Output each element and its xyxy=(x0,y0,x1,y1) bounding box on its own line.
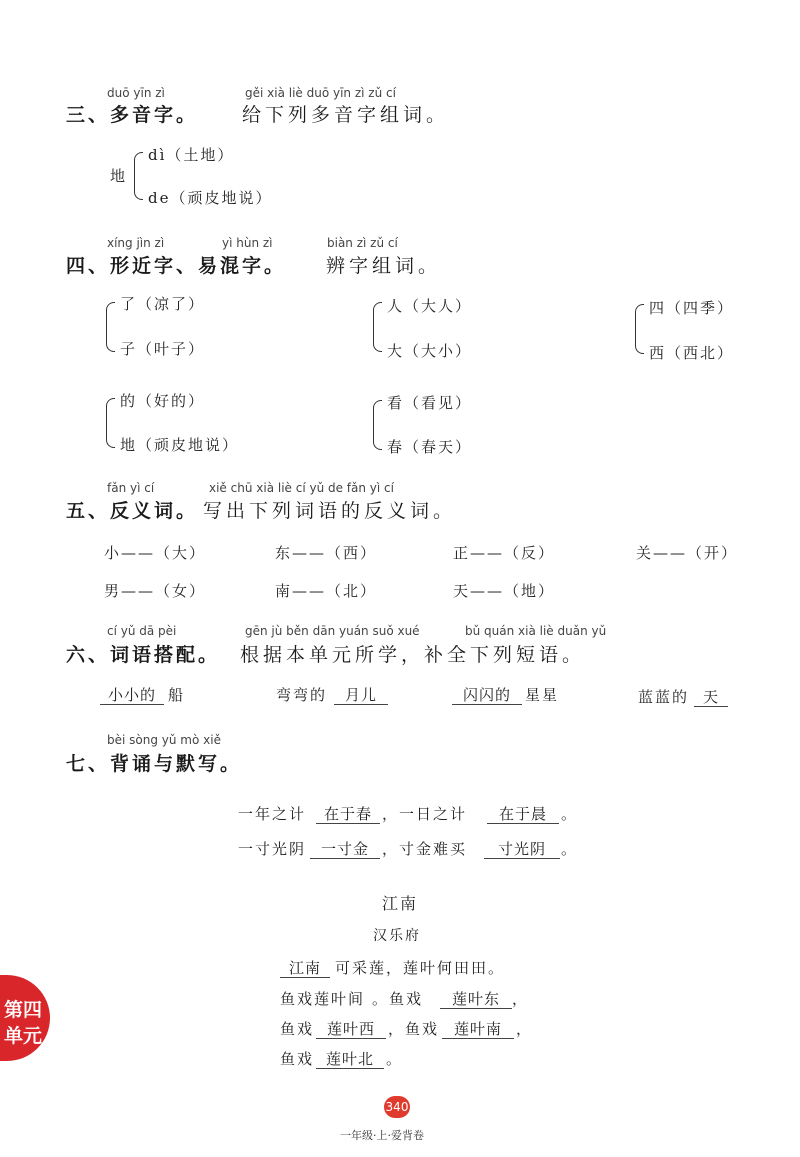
unit-side-tab xyxy=(0,975,50,1061)
s6-pre-2: 弯弯的 xyxy=(276,686,328,704)
poem-p1-rest: 可采莲，莲叶何田田。 xyxy=(335,959,506,977)
s5-title: 五、反义词。 xyxy=(66,500,199,522)
s5-pair-4: 关——（开） xyxy=(636,544,739,562)
s5-pair-6: 南——（北） xyxy=(275,582,378,600)
s6-pinyin-c: bǔ quán xià liè duǎn yǔ xyxy=(465,624,607,638)
s3-title: 三、多音字。 xyxy=(66,104,199,126)
footer-text: 一年级·上·爱背卷 xyxy=(340,1129,424,1142)
s7-line2-c: ，寸金难买 xyxy=(382,840,468,858)
s4-instruction: 辨字组词。 xyxy=(326,255,442,277)
s7-line2-a: 一寸光阴 xyxy=(238,840,307,858)
s4-group3-item2: 西（西北） xyxy=(649,344,735,362)
s3-item-2: de（顽皮地说） xyxy=(148,189,273,207)
brace-icon xyxy=(373,302,382,352)
s3-char: 地 xyxy=(110,167,128,185)
s6-blank-1: 小小的 xyxy=(100,684,164,705)
s5-pair-3: 正——（反） xyxy=(453,544,556,562)
s5-pair-2: 东——（西） xyxy=(275,544,378,562)
s4-group1-item2: 子（叶子） xyxy=(120,340,206,358)
s4-group1-item1: 了（凉了） xyxy=(120,295,206,313)
s5-pair-5: 男——（女） xyxy=(104,582,207,600)
s6-blank-2: 月儿 xyxy=(334,684,388,705)
brace-icon xyxy=(373,400,382,450)
s5-instruction: 写出下列词语的反义词。 xyxy=(203,500,457,522)
poem-p2-a: 鱼戏莲叶间 xyxy=(280,990,366,1008)
s7-line2-e: 。 xyxy=(561,840,579,858)
s6-pinyin-b: gēn jù běn dān yuán suǒ xué xyxy=(245,624,420,638)
poem-p2-sep: 。鱼戏 xyxy=(372,990,424,1008)
s6-instruction: 根据本单元所学，补全下列短语。 xyxy=(240,644,586,666)
s5-pinyin-title: fǎn yì cí xyxy=(107,481,155,495)
brace-icon xyxy=(106,398,115,448)
s7-pinyin-title: bèi sòng yǔ mò xiě xyxy=(107,733,221,747)
unit-tab-line1: 第四 xyxy=(4,999,43,1021)
s7-line1-e: 。 xyxy=(561,805,579,823)
poem-p3-sep: ，鱼戏 xyxy=(388,1020,440,1038)
s4-pinyin-a: xíng jìn zì xyxy=(107,236,165,250)
brace-icon xyxy=(635,304,644,354)
s7-line1-a: 一年之计 xyxy=(238,805,307,823)
poem-p3-end: ， xyxy=(516,1020,534,1038)
s3-item-1: dì（土地） xyxy=(148,146,235,164)
s6-post-1: 船 xyxy=(168,686,186,704)
poem-p4-end: 。 xyxy=(386,1050,404,1068)
poem-title: 江南 xyxy=(382,894,419,913)
s6-blank-3: 闪闪的 xyxy=(452,684,522,705)
poem-p3-a: 鱼戏 xyxy=(280,1020,315,1038)
s4-group2-item1: 人（大人） xyxy=(387,297,473,315)
s7-line2-blank-2: 寸光阴 xyxy=(484,838,560,859)
s7-line1-blank-2: 在于晨 xyxy=(487,803,559,824)
page-number: 340 xyxy=(384,1096,410,1118)
poem-author: 汉乐府 xyxy=(373,928,421,944)
s6-blank-4: 天 xyxy=(694,686,728,707)
s7-line1-c: ，一日之计 xyxy=(382,805,468,823)
s7-title: 七、背诵与默写。 xyxy=(66,753,243,775)
poem-p4-a: 鱼戏 xyxy=(280,1050,315,1068)
s3-instruction: 给下列多音字组词。 xyxy=(242,104,450,126)
poem-p2-blank: 莲叶东 xyxy=(440,988,512,1009)
s4-group4-item2: 地（顽皮地说） xyxy=(120,436,240,454)
poem-p4-blank: 莲叶北 xyxy=(316,1048,384,1069)
s4-pinyin-c: biàn zì zǔ cí xyxy=(327,236,398,250)
s6-post-3: 星星 xyxy=(525,686,560,704)
s4-group5-item1: 看（看见） xyxy=(387,394,473,412)
s4-title: 四、形近字、易混字。 xyxy=(66,255,287,277)
s7-line1-blank-1: 在于春 xyxy=(316,803,380,824)
s5-pair-1: 小——（大） xyxy=(104,544,207,562)
s6-title: 六、词语搭配。 xyxy=(66,644,221,666)
s7-line2-blank-1: 一寸金 xyxy=(310,838,380,859)
s5-pinyin-instruction: xiě chū xià liè cí yǔ de fǎn yì cí xyxy=(209,481,394,495)
poem-p3-blank-2: 莲叶南 xyxy=(442,1018,514,1039)
brace-icon xyxy=(106,302,115,352)
s6-pre-4: 蓝蓝的 xyxy=(638,688,690,706)
s4-group4-item1: 的（好的） xyxy=(120,392,206,410)
s4-group2-item2: 大（大小） xyxy=(387,342,473,360)
s4-group3-item1: 四（四季） xyxy=(649,299,735,317)
poem-p2-end: ， xyxy=(512,990,530,1008)
brace-icon xyxy=(134,152,143,200)
s5-pair-7: 天——（地） xyxy=(453,582,556,600)
poem-p3-blank-1: 莲叶西 xyxy=(316,1018,386,1039)
unit-tab-line2: 单元 xyxy=(4,1025,43,1047)
s6-pinyin-a: cí yǔ dā pèi xyxy=(107,624,177,638)
s3-pinyin-instruction: gěi xià liè duō yīn zì zǔ cí xyxy=(245,86,396,100)
s4-pinyin-b: yì hùn zì xyxy=(222,236,273,250)
s4-group5-item2: 春（春天） xyxy=(387,438,473,456)
s3-pinyin-title: duō yīn zì xyxy=(107,86,165,100)
poem-p1-blank: 江南 xyxy=(280,957,330,978)
